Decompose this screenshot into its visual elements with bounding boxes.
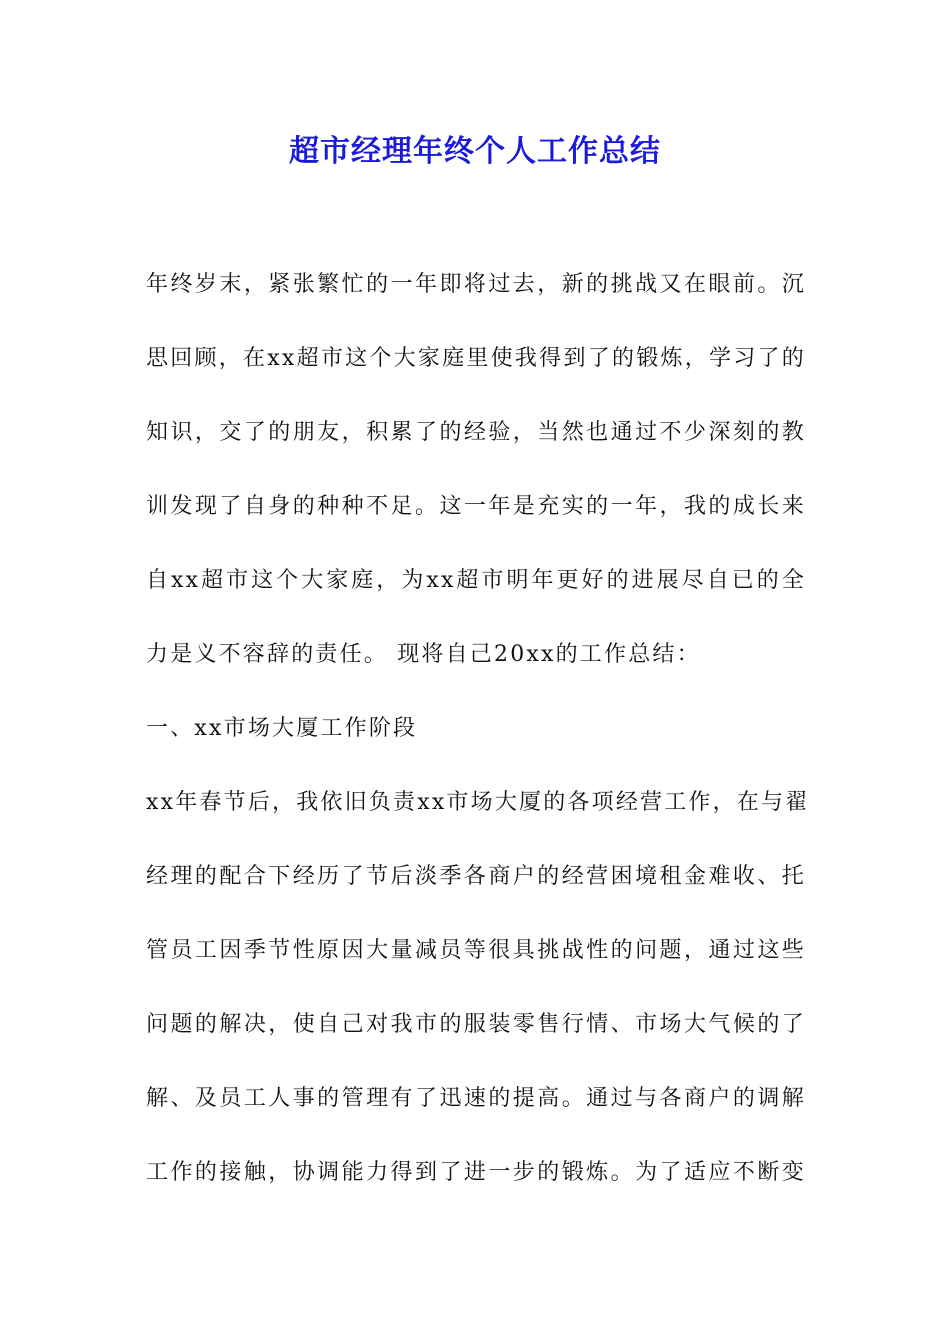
paragraph-line: 训发现了自身的种种不足。这一年是充实的一年，我的成长来 [146,494,806,519]
paragraph-line: 知识，交了的朋友，积累了的经验，当然也通过不少深刻的教 [146,420,806,445]
paragraph-line: 管员工因季节性原因大量减员等很具挑战性的问题，通过这些 [146,938,806,963]
paragraph-line: 年终岁末，紧张繁忙的一年即将过去，新的挑战又在眼前。沉 [146,272,806,297]
paragraph-line: xx年春节后，我依旧负责xx市场大厦的各项经营工作，在与翟 [146,790,810,815]
paragraph-line: 思回顾，在xx超市这个大家庭里使我得到了的锻炼，学习了的 [146,346,806,371]
paragraph-line: 问题的解决，使自己对我市的服装零售行情、市场大气候的了 [146,1012,806,1037]
paragraph-line: 自xx超市这个大家庭，为xx超市明年更好的进展尽自已的全 [146,568,806,593]
paragraph-line: 经理的配合下经历了节后淡季各商户的经营困境租金难收、托 [146,864,806,889]
paragraph-line: 力是义不容辞的责任。 现将自己20xx的工作总结： [146,642,701,667]
paragraph-line: 解、及员工人事的管理有了迅速的提高。通过与各商户的调解 [146,1086,806,1111]
document-body [146,262,810,1224]
document-title: 超市经理年终个人工作总结 [289,134,661,169]
section-heading: 一、xx市场大厦工作阶段 [146,716,418,741]
paragraph-line: 工作的接触，协调能力得到了进一步的锻炼。为了适应不断变 [146,1160,806,1185]
